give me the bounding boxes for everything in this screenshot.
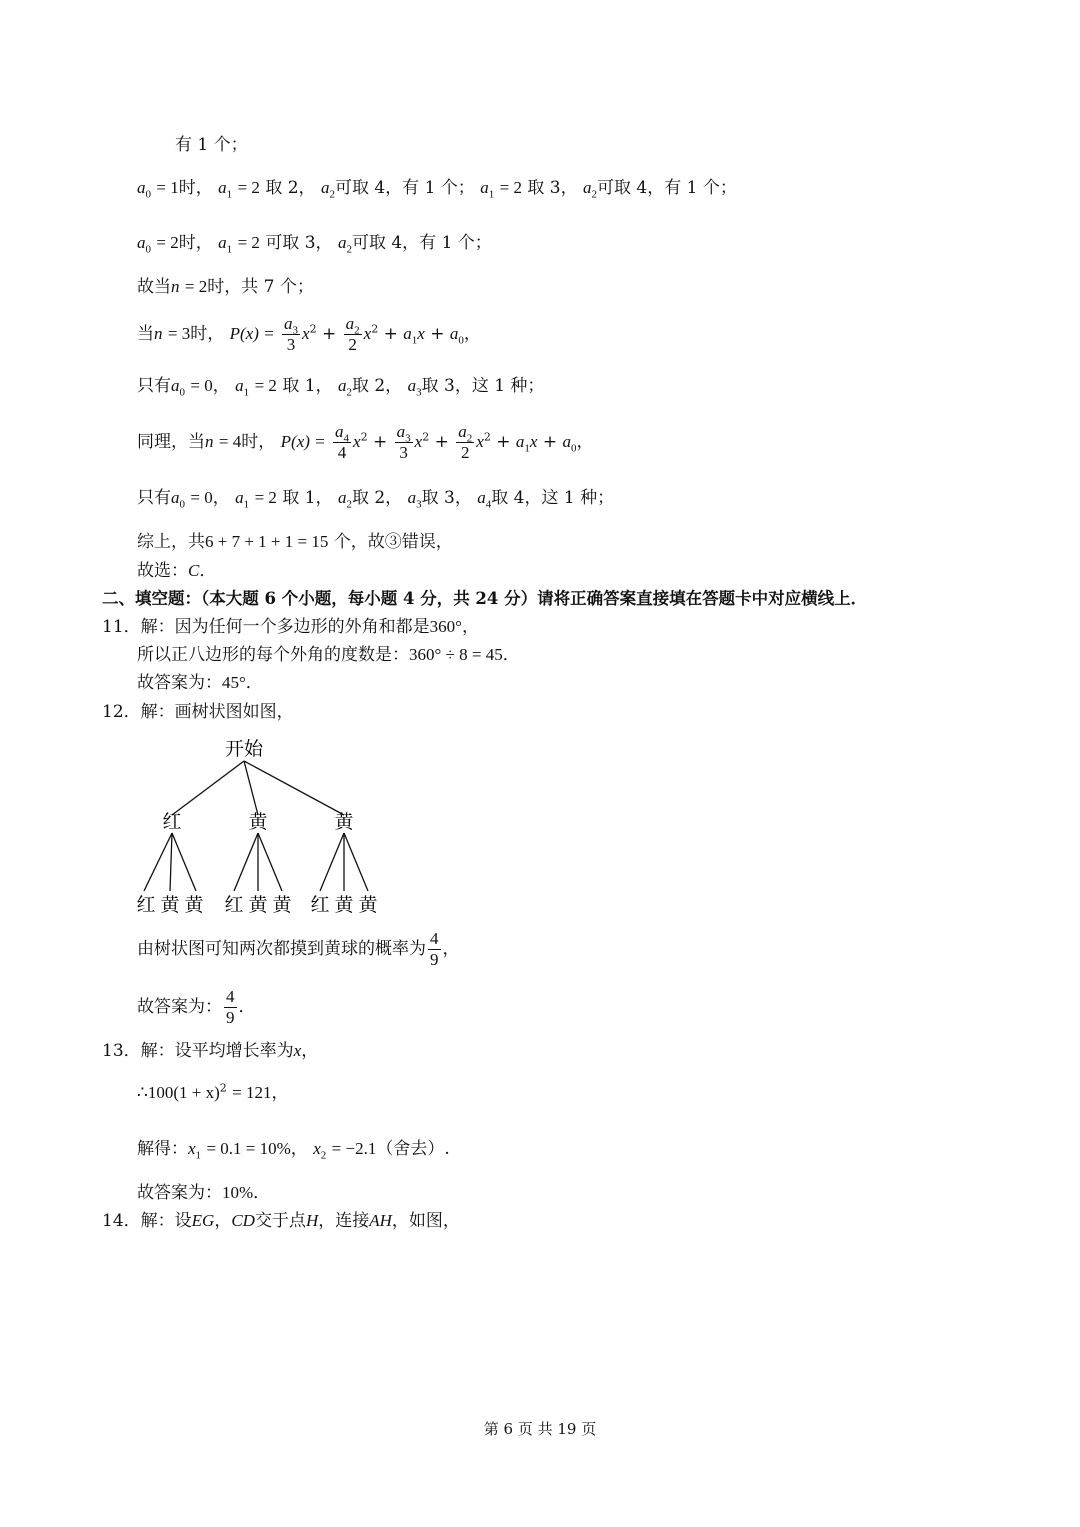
math: $a_1$ (235, 376, 250, 399)
text: （舍去）. (376, 1139, 450, 1159)
text: 交于点 (254, 1211, 306, 1231)
tree-leaf: 红 (136, 894, 156, 916)
tree-diagram (130, 733, 390, 918)
math: $a_2$ (337, 233, 352, 256)
text: 取 4，这 1 种； (491, 488, 615, 508)
text-line: 13．解：设平均增长率为x， (102, 1041, 319, 1061)
tree-leaf: 黄 (358, 894, 378, 916)
math: = 0 (190, 376, 213, 395)
text: 取 1， (282, 488, 333, 508)
fraction: $\frac{a_2}{2}$ (345, 314, 360, 354)
question-number: 14． (102, 1211, 141, 1231)
text-line (137, 530, 453, 554)
text: 解：因为任何一个多边形的外角和都是 (140, 617, 430, 637)
tree-leaf: 黄 (184, 894, 204, 916)
text-line: 同理，当n = 4时， P(x) = $\frac{a_4}{4}$ $x^2$ + $\frac{a_3}{3}$ $x^2$ + $\frac{a_2}{2}$ $x^2 + a_1x + a_0$， (137, 422, 594, 462)
question-number: 12． (102, 702, 141, 722)
text: 取 1， (282, 376, 333, 396)
text: 取 2， (351, 488, 403, 508)
math: 360° ÷ 8 = 45． (409, 645, 520, 664)
math: $a_1$ (235, 488, 250, 511)
text: ，如图， (391, 1211, 460, 1231)
tree-node: 黄 (248, 811, 268, 833)
text: 只有 (137, 376, 171, 396)
text: 只有 (137, 488, 171, 508)
text-line: 当n = 3时， P(x) = $\frac{a_3}{3}$ $x^2$ + $\frac{a_2}{2}$ $x^2 + a_1x + a_0$， (137, 314, 481, 354)
math: P(x) = (280, 432, 326, 451)
text-line (137, 275, 314, 299)
text-line: 故选：C． (137, 561, 217, 581)
text: 故答案为： (137, 1183, 222, 1203)
math: $a_1$ (218, 178, 233, 201)
math: H (305, 1211, 319, 1230)
text: 故选： (137, 561, 188, 581)
text-line (102, 700, 294, 724)
text: 取 2， (351, 376, 403, 396)
text: 解：设 (140, 1211, 192, 1231)
math: $a_0$ (171, 488, 185, 511)
math: EG (191, 1211, 215, 1230)
math: $a_0$ (137, 233, 151, 256)
math: = 2 (254, 488, 277, 507)
fraction: $\frac{4}{9}$ (226, 987, 235, 1027)
tree-node: 黄 (334, 811, 354, 833)
text: 综上，共 (137, 532, 205, 552)
math: $x_1$ (188, 1139, 202, 1162)
text: 二、填空题：（本大题 6 个小题，每小题 4 分，共 24 分）请将正确答案直接填在答题卡中对应横线上． (102, 589, 868, 608)
text: 解得： (137, 1139, 188, 1159)
math: $a_3$ (407, 376, 422, 399)
tree-node: 红 (162, 811, 182, 833)
text: 可取 3， (265, 233, 333, 253)
text: 取 3， (421, 488, 472, 508)
text-line: 只有$a_0 = 0$， $a_1 = 2$ 取 1， $a_2$取 2， $a_3$取 3， $a_4$取 4，这 1 种； (137, 488, 615, 511)
math: P(x) = (229, 324, 275, 343)
math: 10%． (222, 1183, 271, 1202)
math: = 2 (499, 178, 522, 197)
tree-root: 开始 (224, 738, 264, 760)
text-line (175, 133, 248, 157)
tree-leaf: 红 (224, 894, 244, 916)
math: n (154, 324, 163, 343)
text-line (137, 1137, 450, 1161)
math: = 1 (156, 178, 179, 197)
math: = 3 (167, 324, 191, 343)
math: CD (231, 1211, 255, 1230)
math: $a_2$ (320, 178, 335, 201)
math: = 0 (190, 488, 213, 507)
text-line: ∴100(1 + x)$^2$ = 121， (137, 1081, 289, 1102)
math: $a_3$ (407, 488, 422, 511)
math: $a_1$ (480, 178, 495, 201)
text-line (137, 671, 263, 695)
text-line: 只有$a_0 = 0$， $a_1 = 2$ 取 1， $a_2$取 2， $a_3$取 3，这 1 种； (137, 376, 545, 399)
question-number: 13． (102, 1041, 141, 1061)
text-line (137, 1181, 270, 1205)
text: 可取 4，有 1 个； (334, 178, 475, 198)
math: $a_4$ (477, 488, 492, 511)
math: = 2 (156, 233, 179, 252)
math: n (171, 277, 180, 296)
text: 时， (190, 324, 225, 344)
tree-leaf: 黄 (272, 894, 292, 916)
math: $a_2$ (337, 488, 352, 511)
math: 45°． (222, 673, 263, 692)
text: 时， (241, 432, 276, 452)
text: 时，共 7 个； (207, 277, 314, 297)
text: 所以正八边形的每个外角的度数是： (137, 645, 409, 665)
math: $a_2$ (583, 178, 597, 201)
text: 可取 4，有 1 个； (597, 178, 737, 198)
math: = 2 (184, 277, 208, 296)
tree-leaf: 黄 (160, 894, 180, 916)
fraction: $\frac{4}{9}$ (430, 929, 439, 969)
text-line (102, 615, 479, 639)
math: ∴100(1 + x) (137, 1083, 220, 1102)
math: = 2 (254, 376, 277, 395)
math: = −2.1 (331, 1139, 377, 1158)
text: 由树状图可知两次都摸到黄球的概率为 (137, 939, 426, 959)
text: 取 3， (527, 178, 578, 198)
text: 当 (137, 324, 154, 344)
text: 故答案为： (137, 997, 222, 1017)
text: 解：设平均增长率为 (140, 1041, 294, 1061)
text-line: 由树状图可知两次都摸到黄球的概率为 $\frac{4}{9}$ ， (137, 929, 460, 969)
section-title (102, 587, 867, 611)
math: $a_1$ (218, 233, 233, 256)
math: $a_0$ (137, 178, 151, 201)
math: = 2 (237, 233, 260, 252)
math: $a_0$ (171, 376, 185, 399)
math: n (205, 432, 214, 451)
page-footer: 第 6 页 共 19 页 (483, 1420, 597, 1438)
text: 个，故③错误， (333, 532, 453, 552)
text: 故当 (137, 277, 171, 297)
text: 取 3，这 1 种； (421, 376, 545, 396)
question-number: 11． (102, 617, 141, 637)
tree-leaf: 黄 (334, 894, 354, 916)
tree-leaf: 红 (310, 894, 330, 916)
math: = 2 (237, 178, 260, 197)
text-line (137, 231, 492, 255)
math: 6 + 7 + 1 + 1 = 15 (205, 532, 329, 551)
text: 取 2， (265, 178, 316, 198)
tree-leaf: 黄 (248, 894, 268, 916)
fraction: $\frac{a_3}{3}$ (396, 422, 411, 462)
text: ，连接 (318, 1211, 370, 1231)
fraction: $\frac{a_3}{3}$ (284, 314, 299, 354)
math: $x_2$ (313, 1139, 327, 1162)
text: 可取 4，有 1 个； (351, 233, 492, 253)
text: 故答案为： (137, 673, 222, 693)
text: 时， (178, 233, 213, 253)
text: 有 1 个； (175, 135, 248, 155)
fraction: $\frac{a_4}{4}$ (335, 422, 350, 462)
math: $a_2$ (337, 376, 352, 399)
text-line (137, 176, 737, 200)
math: C (188, 561, 200, 580)
text: 解：画树状图如图， (140, 702, 294, 722)
math: AH (369, 1211, 392, 1230)
math: = 0.1 = 10%， (206, 1139, 308, 1158)
text-line (137, 643, 520, 667)
text: ， (214, 1211, 232, 1231)
math: x (293, 1041, 302, 1060)
math: 360°， (429, 617, 479, 636)
text: 同理，当 (137, 432, 205, 452)
math: = 4 (218, 432, 242, 451)
text: 时， (178, 178, 213, 198)
fraction: $\frac{a_2}{2}$ (458, 422, 473, 462)
text-line: 故答案为： $\frac{4}{9}$ ． (137, 987, 256, 1027)
math: = 121， (232, 1083, 289, 1102)
text-line (102, 1209, 460, 1233)
